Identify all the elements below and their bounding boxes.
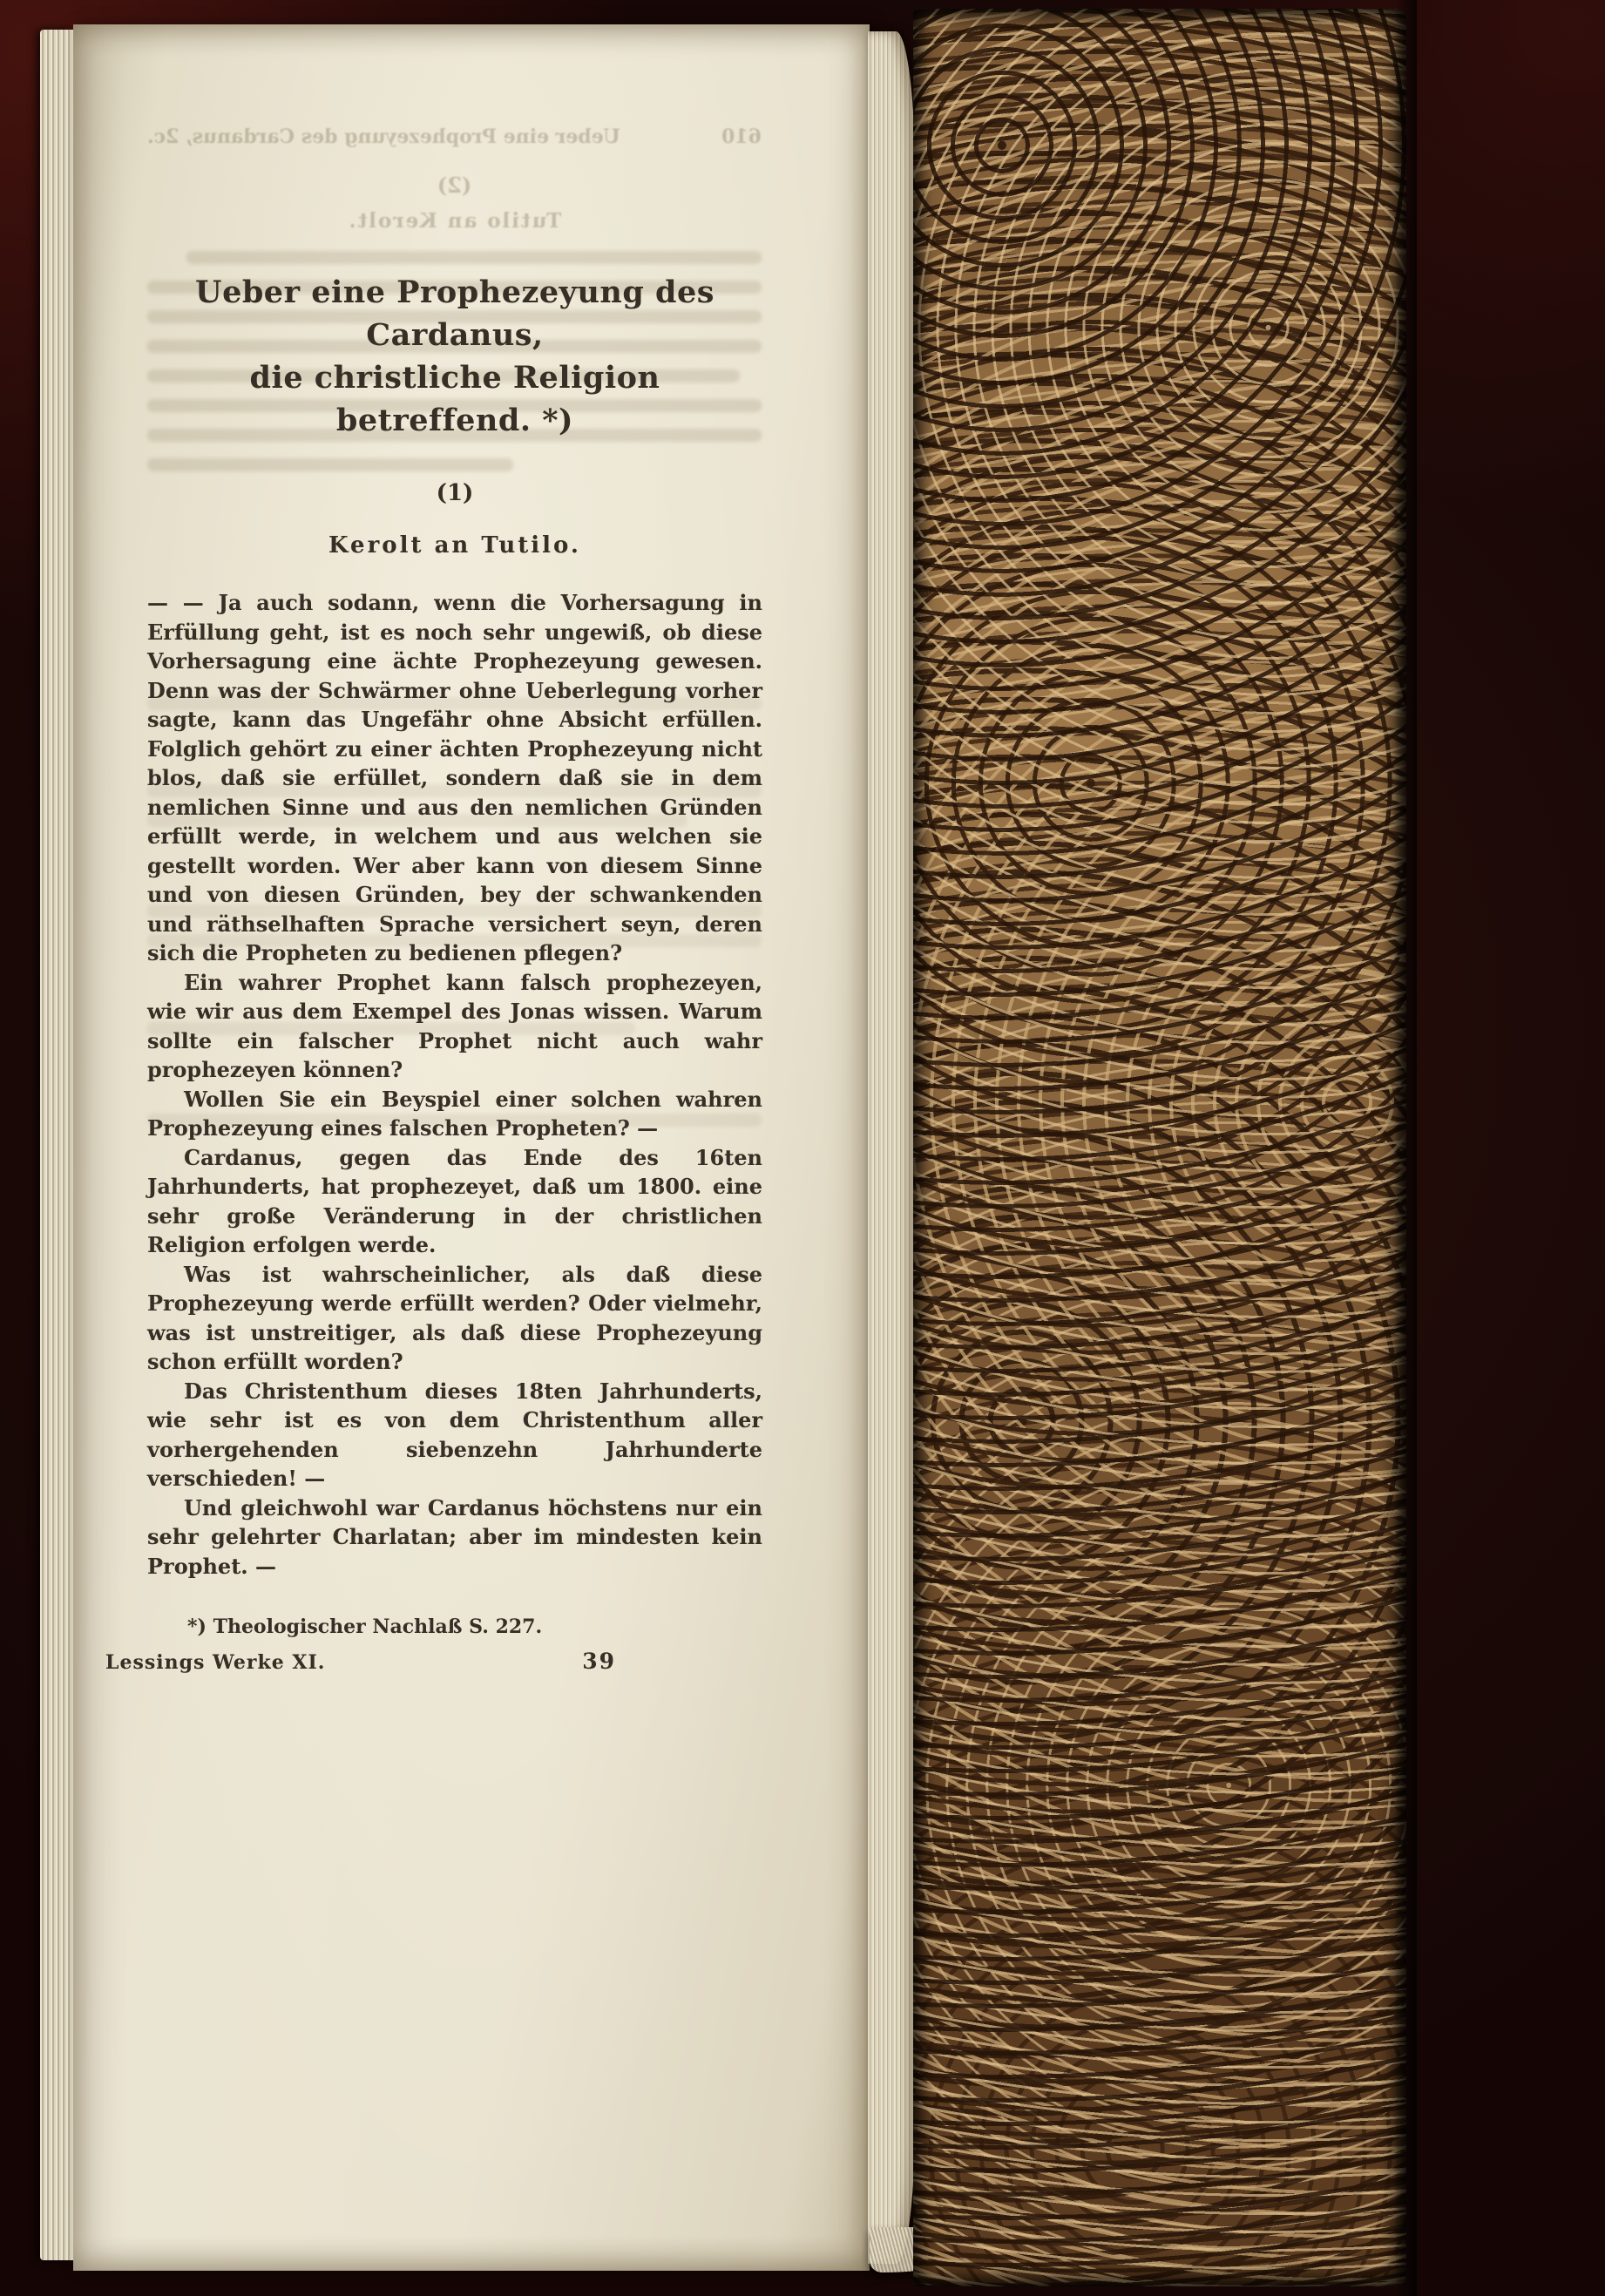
ghost-running-header (147, 125, 762, 148)
paragraph: Wollen Sie ein Beyspiel einer solchen wahren Prophezeyung eines falschen Propheten? — (147, 1086, 762, 1141)
page-title-line1: Ueber eine Prophezeyung des Cardanus, (195, 274, 714, 353)
paragraph: — — Ja auch sodann, wenn die Vorhersagung in Erfüllung geht, ist es noch sehr ungewiß, ob diese Vorhersagung eine ächte Prophezeyung gewesen. Denn was der Schwärmer ohne Ueberlegung vorher sagte, kann das Ungefähr ohne Absicht erfüllen. Folglich gehört zu einer ächten Prophezeyung nicht blos, daß sie erfüllet, sondern daß sie in dem nemlichen Sinne und aus den nemlichen Gründen erfüllt werde, in welchem und aus welchen sie gestellt worden. Wer aber kann von diesem Sinne und von diesen Gründen, bey der schwankenden und räthselhaften Sprache versichert seyn, deren sich die Propheten zu bedienen pflegen? (147, 590, 762, 965)
page-edges-left (40, 30, 73, 2260)
type-area (105, 271, 762, 1674)
letter-heading: Kerolt an Tutilo. (328, 532, 581, 559)
paragraph: Das Christenthum dieses 18ten Jahrhunderts, wie sehr ist es von dem Christenthum aller vorhergehenden siebenzehn Jahrhunderte verschieden! — (147, 1378, 762, 1491)
paragraph: Und gleichwohl war Cardanus höchstens nur ein sehr gelehrter Charlatan; aber im mindesten kein Prophet. — (147, 1494, 762, 1579)
ghost-header-title: Ueber eine Prophezeyung des Cardanus, 2c. (147, 125, 620, 148)
cover-edge-shadow (1394, 0, 1417, 2296)
page-title (147, 271, 762, 442)
paragraph: Ein wahrer Prophet kann falsch prophezeyen, wie wir aus dem Exempel des Jonas wissen. Warum sollte ein falscher Prophet nicht auch wahr prophezeyen können? (147, 969, 762, 1082)
book-page (73, 24, 870, 2271)
ghost-letter-heading: Tutilo an Kerolt. (347, 209, 562, 233)
ghost-line-blur (186, 251, 762, 264)
sheet-number: 39 (582, 1649, 616, 1674)
page-edges-right (868, 31, 915, 2264)
page-footer (105, 1649, 762, 1674)
marbled-cover (913, 9, 1406, 2286)
ghost-page-number: 610 (721, 125, 762, 148)
paragraph: Cardanus, gegen das Ende des 16ten Jahrhunderts, hat prophezeyet, daß um 1800. eine sehr große Veränderung in der christlichen Religion erfolgen werde. (147, 1144, 762, 1257)
body-text (147, 588, 762, 1581)
page-title-line2: die christliche Religion betreffend. *) (249, 360, 660, 438)
paragraph: Was ist wahrscheinlicher, als daß diese Prophezeyung werde erfüllt werden? Oder vielmehr, was ist unstreitiger, als daß diese Prophezeyung schon erfüllt worden? (147, 1261, 762, 1374)
section-number: (1) (436, 480, 474, 506)
footnote: *) Theologischer Nachlaß S. 227. (187, 1615, 543, 1638)
signature-line: Lessings Werke XI. (105, 1651, 326, 1674)
ghost-section-number: (2) (437, 173, 472, 198)
